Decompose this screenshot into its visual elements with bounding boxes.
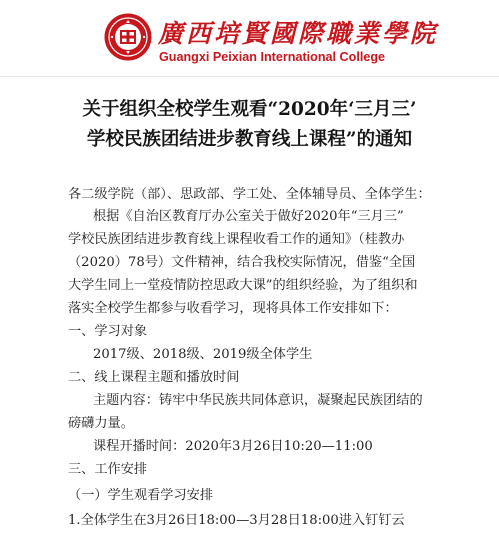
college-header — [0, 0, 499, 78]
college-name-en: Guangxi Peixian International College — [159, 50, 386, 64]
section-heading: 三、工作安排 — [68, 462, 148, 477]
body-line: 2017级、2018级、2019级全体学生 — [93, 347, 313, 362]
body-line: 课程开播时间：2020年3月26日10:20—11:00 — [93, 439, 373, 454]
body-line: 主题内容：铸牢中华民族共同体意识，凝聚起民族团结的 — [93, 393, 423, 408]
body-line: 学校民族团结进步教育线上课程收看工作的通知》（桂教办 — [68, 232, 405, 247]
body-line: 落实全校学生都参与收看学习，现将具体工作安排如下： — [68, 301, 398, 316]
section-heading: 二、线上课程主题和播放时间 — [68, 370, 240, 385]
body-line: 磅礴力量。 — [68, 416, 134, 431]
college-seal-icon — [103, 12, 153, 62]
body-line: 大学生同上一堂疫情防控思政大课”的组织经验，为了组织和 — [68, 278, 418, 293]
notice-title-line-2: 学校民族团结进步教育线上课程”的通知 — [86, 129, 413, 150]
college-name-cn: 廣西培賢國際職業學院 — [158, 19, 439, 48]
notice-title-line-1: 关于组织全校学生观看“2020年‘三月三’ — [82, 99, 417, 120]
addressee-line: 各二级学院（部）、思政部、学工处、全体辅导员、全体学生： — [68, 187, 431, 202]
section-heading: 一、学习对象 — [68, 324, 148, 339]
body-line: 根据《自治区教育厅办公室关于做好2020年“三月三” — [93, 209, 404, 224]
header-divider — [0, 76, 499, 77]
body-line: （2020）78号）文件精神，结合我校实际情况，借鉴“全国 — [68, 255, 416, 270]
sub-heading: （一）学生观看学习安排 — [68, 488, 214, 503]
body-line: 1.全体学生在3月26日18:00—3月28日18:00进入钉钉云 — [68, 513, 405, 528]
